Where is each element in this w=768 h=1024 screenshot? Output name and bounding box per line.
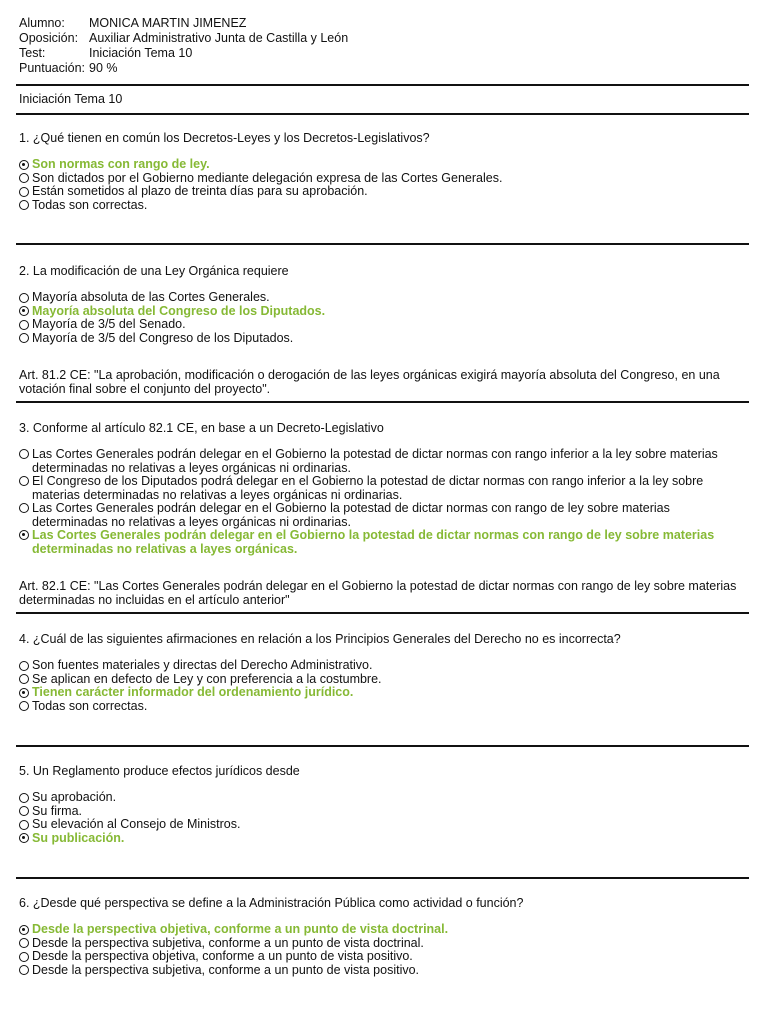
option-text: Son normas con rango de ley. xyxy=(32,157,210,171)
test-header xyxy=(19,16,348,76)
radio-icon xyxy=(19,173,29,183)
radio-icon xyxy=(19,820,29,830)
option-text: Todas son correctas. xyxy=(32,197,148,212)
header-value: 90 % xyxy=(89,61,118,75)
option-a xyxy=(19,158,749,172)
option-b xyxy=(19,937,749,951)
radio-selected-icon xyxy=(19,688,29,698)
question-text: 1. ¿Qué tienen en común los Decretos-Leyes y los Decretos-Legislativos? xyxy=(19,131,430,145)
options-list xyxy=(19,291,749,345)
radio-icon xyxy=(19,965,29,975)
header-row-oposicion xyxy=(19,31,348,46)
option-text: Están sometidos al plazo de treinta días para su aprobación. xyxy=(32,184,368,198)
option-b xyxy=(19,475,749,502)
header-row-test xyxy=(19,46,348,61)
divider xyxy=(16,401,749,403)
option-text: Las Cortes Generales podrán delegar en el Gobierno la potestad de dictar normas con rango de ley sobre materias determinadas no relativas a leyes orgánicas ni ordinarias. xyxy=(32,501,670,529)
option-text: Las Cortes Generales podrán delegar en el Gobierno la potestad de dictar normas con rango de ley sobre materias determinadas no relativas a layes orgánicas. xyxy=(32,528,715,556)
option-text: Desde la perspectiva subjetiva, conforme a un punto de vista positivo. xyxy=(32,962,420,977)
divider xyxy=(16,84,749,86)
question-2 xyxy=(19,264,749,345)
radio-selected-icon xyxy=(19,925,29,935)
radio-icon xyxy=(19,661,29,671)
divider xyxy=(16,113,749,115)
explanation-note: Art. 81.2 CE: "La aprobación, modificación o derogación de las leyes orgánicas exigirá mayoría absoluta del Congreso, en una votación final sobre el conjunto del proyecto". xyxy=(19,368,720,396)
radio-icon xyxy=(19,674,29,684)
header-row-puntuacion xyxy=(19,61,348,76)
question-6 xyxy=(19,896,749,977)
option-text: Mayoría de 3/5 del Senado. xyxy=(32,317,186,331)
radio-selected-icon xyxy=(19,530,29,540)
radio-selected-icon xyxy=(19,833,29,843)
radio-icon xyxy=(19,806,29,816)
divider xyxy=(16,243,749,245)
option-text: Mayoría de 3/5 del Congreso de los Diputados. xyxy=(32,330,294,345)
option-text: Son fuentes materiales y directas del Derecho Administrativo. xyxy=(32,658,373,672)
radio-icon xyxy=(19,503,29,513)
option-text: Su aprobación. xyxy=(32,790,117,804)
option-b xyxy=(19,172,749,186)
option-text: Mayoría absoluta de las Cortes Generales. xyxy=(32,290,270,304)
option-a xyxy=(19,448,749,475)
option-text: El Congreso de los Diputados podrá delegar en el Gobierno la potestad de dictar normas con rango inferior a la ley sobre materias determinadas no relativas a leyes orgánicas ni ordinarias. xyxy=(32,474,704,502)
option-text: Son dictados por el Gobierno mediante delegación expresa de las Cortes Generales. xyxy=(32,170,503,185)
divider xyxy=(16,745,749,747)
radio-icon xyxy=(19,449,29,459)
option-text: Su publicación. xyxy=(32,830,125,845)
option-d xyxy=(19,199,749,213)
question-text: 3. Conforme al artículo 82.1 CE, en base a un Decreto-Legislativo xyxy=(19,421,384,435)
option-c xyxy=(19,318,749,332)
option-b xyxy=(19,805,749,819)
option-c xyxy=(19,686,749,700)
option-b xyxy=(19,305,749,319)
option-a xyxy=(19,659,749,673)
option-d xyxy=(19,964,749,978)
radio-icon xyxy=(19,793,29,803)
header-value: Auxiliar Administrativo Junta de Castilla y León xyxy=(89,31,349,45)
header-value: Iniciación Tema 10 xyxy=(89,46,193,60)
header-label: Puntuación: xyxy=(19,61,86,75)
question-text: 4. ¿Cuál de las siguientes afirmaciones en relación a los Principios Generales del Derecho no es incorrecta? xyxy=(19,632,621,646)
option-text: Se aplican en defecto de Ley y con preferencia a la costumbre. xyxy=(32,671,382,686)
option-b xyxy=(19,673,749,687)
radio-icon xyxy=(19,701,29,711)
option-d xyxy=(19,529,749,556)
option-c xyxy=(19,502,749,529)
question-5 xyxy=(19,764,749,845)
option-text: Las Cortes Generales podrán delegar en el Gobierno la potestad de dictar normas con rango inferior a la ley sobre materias determinadas no relativas a leyes orgánicas ni ordinarias. xyxy=(32,447,718,475)
radio-icon xyxy=(19,938,29,948)
option-text: Su firma. xyxy=(32,803,83,818)
option-text: Su elevación al Consejo de Ministros. xyxy=(32,817,241,831)
option-c xyxy=(19,185,749,199)
radio-selected-icon xyxy=(19,160,29,170)
radio-icon xyxy=(19,187,29,197)
options-list xyxy=(19,158,749,212)
radio-selected-icon xyxy=(19,306,29,316)
divider xyxy=(16,612,749,614)
option-text: Desde la perspectiva subjetiva, conforme a un punto de vista doctrinal. xyxy=(32,935,424,950)
options-list xyxy=(19,659,749,713)
option-a xyxy=(19,291,749,305)
question-text: 2. La modificación de una Ley Orgánica requiere xyxy=(19,264,289,278)
option-c xyxy=(19,818,749,832)
explanation-note: Art. 82.1 CE: "Las Cortes Generales podrán delegar en el Gobierno la potestad de dictar normas con rango de ley sobre materias determinadas no incluidas en el artículo anterior" xyxy=(19,579,737,607)
radio-icon xyxy=(19,320,29,330)
options-list xyxy=(19,448,749,556)
radio-icon xyxy=(19,952,29,962)
option-d xyxy=(19,332,749,346)
option-a xyxy=(19,791,749,805)
option-text: Todas son correctas. xyxy=(32,698,148,713)
options-list xyxy=(19,923,749,977)
test-title: Iniciación Tema 10 xyxy=(19,92,123,106)
option-text: Mayoría absoluta del Congreso de los Diputados. xyxy=(32,303,326,318)
radio-icon xyxy=(19,200,29,210)
question-3 xyxy=(19,421,749,556)
option-d xyxy=(19,700,749,714)
radio-icon xyxy=(19,293,29,303)
divider xyxy=(16,877,749,879)
header-label: Alumno: xyxy=(19,16,65,30)
option-text: Desde la perspectiva objetiva, conforme a un punto de vista doctrinal. xyxy=(32,922,449,936)
radio-icon xyxy=(19,333,29,343)
question-4 xyxy=(19,632,749,713)
header-value: MONICA MARTIN JIMENEZ xyxy=(89,16,247,30)
header-row-alumno xyxy=(19,16,348,31)
question-1 xyxy=(19,131,749,212)
option-d xyxy=(19,832,749,846)
option-c xyxy=(19,950,749,964)
option-text: Tienen carácter informador del ordenamiento jurídico. xyxy=(32,685,354,699)
radio-icon xyxy=(19,476,29,486)
option-text: Desde la perspectiva objetiva, conforme a un punto de vista positivo. xyxy=(32,949,413,963)
question-text: 5. Un Reglamento produce efectos jurídicos desde xyxy=(19,764,300,778)
options-list xyxy=(19,791,749,845)
question-text: 6. ¿Desde qué perspectiva se define a la Administración Pública como actividad o función? xyxy=(19,896,524,910)
header-label: Oposición: xyxy=(19,31,79,45)
option-a xyxy=(19,923,749,937)
header-label: Test: xyxy=(19,46,46,60)
